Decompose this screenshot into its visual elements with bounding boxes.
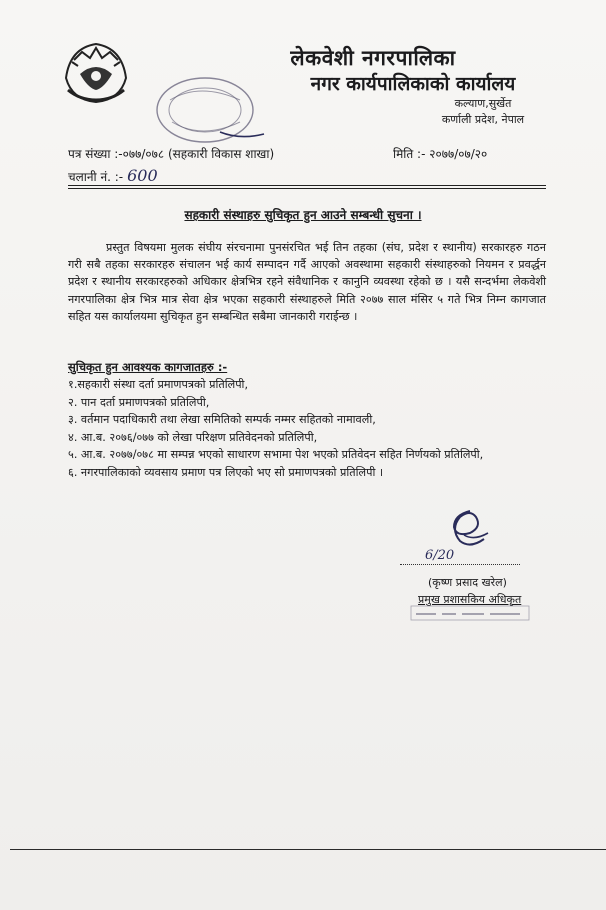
dispatch-number xyxy=(68,166,158,185)
documents-list xyxy=(68,376,546,481)
header-divider xyxy=(68,185,546,186)
header-divider-double xyxy=(68,188,546,189)
list-item: १.सहकारी संस्था दर्ता प्रमाणपत्रको प्रतिलिपी, xyxy=(68,378,249,391)
list-item: ५. आ.ब. २०७७/०७८ मा सम्पन्न भएको साधारण सभामा पेश भएको प्रतिवेदन सहित निर्णयको प्रतिलिपी, xyxy=(68,448,484,461)
office-name: नगर कार्यपालिकाको कार्यालय xyxy=(310,73,516,95)
subject-text: सहकारी संस्थाहरु सुचिकृत हुन आउने सम्बन्धी सुचना । xyxy=(184,208,422,222)
dispatch-label: चलानी नं. :- xyxy=(68,170,124,184)
signatory-name: (कृष्ण प्रसाद खरेल) xyxy=(428,576,507,589)
signature-date: 6/20 xyxy=(425,548,455,563)
list-item: ४. आ.ब. २०७६/०७७ को लेखा परिक्षण प्रतिवेदनको प्रतिलिपी, xyxy=(68,430,318,444)
signature-dotted-line xyxy=(400,564,520,565)
municipality-name: लेकवेशी नगरपालिका xyxy=(290,46,456,70)
list-item: २. पान दर्ता प्रमाणपत्रको प्रतिलिपी, xyxy=(68,395,210,409)
subject-line xyxy=(0,206,606,223)
signatory-title: प्रमुख प्रशासकिय अधिकृत xyxy=(418,593,522,606)
address-line-1: कल्याण,सुर्खेत xyxy=(454,97,512,110)
footer-divider xyxy=(10,849,606,850)
address-line-2: कर्णाली प्रदेश, नेपाल xyxy=(441,113,525,126)
title-stamp-icon xyxy=(410,604,530,622)
letter-date: मिति :- २०७७/०७/२० xyxy=(393,147,488,161)
notice-body: प्रस्तुत विषयमा मुलक संघीय संरचनामा पुनसंरचित भई तिन तहका (संघ, प्रदेश र स्थानीय) सरकारहरु गठन गरी सबै तहका सरकारहरु संचालन भई कार्य सम्पादन गर्दै आएको अवस्थामा सहकारी संस्थाहरुको नियमन र प्रवर्द्धन प्रदेश र स्थानीय सरकारहरुको अधिकार क्षेत्रभित्र रहने संवैधानिक र कानुनि व्यवस्था रहेको छ । यसै सन्दर्भमा लेकवेशी नगरपालिका क्षेत्र भित्र मात्र सेवा क्षेत्र भएका सहकारी संस्थाहरुले मिति २०७७ साल मंसिर ५ गते भित्र निम्न कागजात सहित यस कार्यालयमा सुचिकृत हुन सम्बन्धित सबैमा जानकारी गराईन्छ । xyxy=(68,241,546,323)
dispatch-value: 600 xyxy=(127,166,158,185)
list-item: ३. वर्तमान पदाधिकारी तथा लेखा समितिको सम्पर्क नम्मर सहितको नामावली, xyxy=(68,413,376,426)
list-item: ६. नगरपालिकाको व्यवसाय प्रमाण पत्र लिएको भए सो प्रमाणपत्रको प्रतिलिपी । xyxy=(68,465,384,479)
documents-heading: सुचिकृत हुन आवश्यक कागजातहरु :- xyxy=(68,360,228,374)
letter-number: पत्र संख्या :-०७७/०७८ (सहकारी विकास शाखा) xyxy=(68,147,275,161)
